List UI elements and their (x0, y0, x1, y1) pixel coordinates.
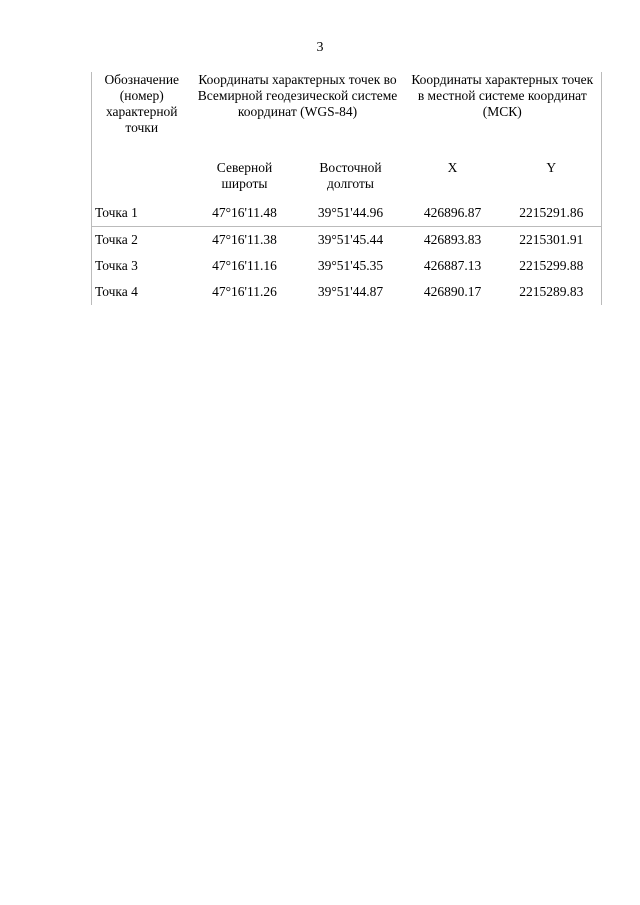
subheader-y: Y (502, 160, 602, 200)
table-header-row (92, 72, 602, 160)
point-y: 2215289.83 (502, 279, 602, 305)
point-x: 426896.87 (404, 200, 502, 227)
point-y: 2215301.91 (502, 227, 602, 254)
point-lon: 39°51'45.35 (317, 258, 384, 273)
subheader-empty (92, 160, 192, 200)
subheader-lon: Восточной долготы (319, 160, 382, 191)
table-row (92, 253, 602, 279)
coordinates-table (91, 72, 602, 305)
point-x: 426893.83 (423, 232, 482, 247)
point-lon: 39°51'45.44 (317, 232, 384, 247)
header-msk: Координаты характерных точек в местной системе координат (МСК) (404, 72, 602, 160)
point-lat: 47°16'11.16 (212, 258, 277, 273)
point-x: 426890.17 (423, 284, 482, 299)
point-lon: 39°51'44.87 (317, 284, 384, 299)
header-wgs84: Координаты характерных точек во Всемирной геодезической системе координат (WGS-84) (197, 72, 398, 119)
point-x: 426887.13 (423, 258, 482, 273)
point-name: Точка 3 (92, 253, 192, 279)
point-name: Точка 2 (92, 227, 192, 254)
point-lat: 47°16'11.38 (212, 232, 277, 247)
point-lat: 47°16'11.48 (192, 200, 298, 227)
point-name: Точка 4 (92, 279, 192, 305)
point-y: 2215299.88 (502, 253, 602, 279)
point-y: 2215291.86 (502, 200, 602, 227)
table-row (92, 227, 602, 254)
point-name: Точка 1 (92, 200, 192, 227)
table-subheader-row (92, 160, 602, 200)
point-lon: 39°51'44.96 (298, 200, 404, 227)
header-designation: Обозначение (номер) характерной точки (92, 72, 192, 160)
subheader-lat: Северной широты (216, 160, 273, 191)
page-number: 3 (316, 40, 324, 55)
table-row (92, 279, 602, 305)
subheader-x: X (447, 160, 458, 175)
point-lat: 47°16'11.26 (212, 284, 277, 299)
table-row (92, 200, 602, 227)
